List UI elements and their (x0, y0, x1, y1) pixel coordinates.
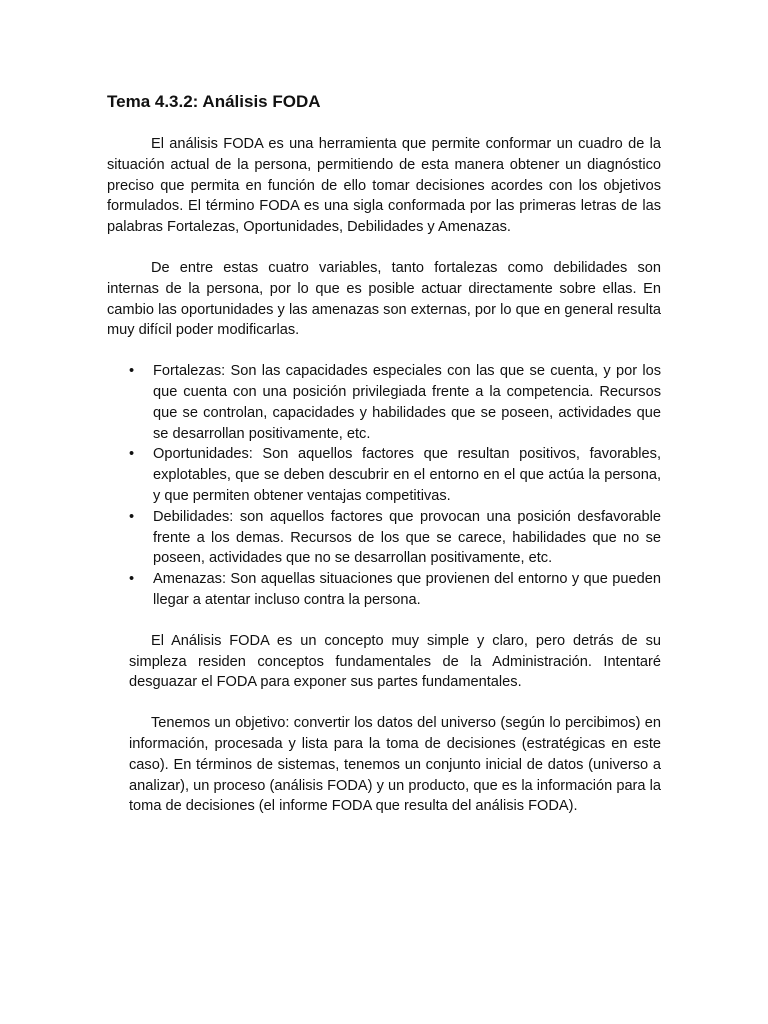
bullet-icon: • (129, 446, 135, 463)
bullet-text: Oportunidades: Son aquellos factores que resultan positivos, favorables, explotables, que se deben descubrir en el entorno en el que actúa la persona, y que permiten obtener ventajas competitivas. (153, 446, 661, 504)
bullet-fortalezas (107, 361, 661, 444)
analysis-block (129, 631, 661, 693)
paragraph-concept: El Análisis FODA es un concepto muy simple y claro, pero detrás de su simpleza residen conceptos fundamentales de la Administración. Intentaré desguazar el FODA para exponer sus partes fundamentales. (129, 632, 661, 691)
bullet-debilidades (107, 507, 661, 569)
bullet-icon: • (129, 571, 135, 588)
document-title: Tema 4.3.2: Análisis FODA (107, 92, 321, 111)
objective-block (129, 713, 661, 817)
bullet-amenazas (107, 569, 661, 611)
bullet-icon: • (129, 508, 135, 525)
paragraph-intro: El análisis FODA es una herramienta que permite conformar un cuadro de la situación actual de la persona, permitiendo de esta manera obtener un diagnóstico preciso que permita en función de ello tomar decisiones acordes con los objetivos formulados. El término FODA es una sigla conformada por las primeras letras de las palabras Fortalezas, Oportunidades, Debilidades y Amenazas. (107, 136, 661, 236)
paragraph-objective: Tenemos un objetivo: convertir los datos del universo (según lo percibimos) en información, procesada y lista para la toma de decisiones (estratégicas en este caso). En términos de sistemas, tenemos un conjunto inicial de datos (universo a analizar), un proceso (análisis FODA) y un producto, que es la información para la toma de decisiones (el informe FODA que resulta del análisis FODA). (129, 715, 661, 815)
bullet-icon: • (129, 363, 135, 380)
bullet-text: Amenazas: Son aquellas situaciones que provienen del entorno y que pueden llegar a atentar incluso contra la persona. (153, 571, 661, 608)
bullet-oportunidades (107, 444, 661, 506)
document-page (107, 92, 661, 817)
paragraph-variables: De entre estas cuatro variables, tanto fortalezas como debilidades son internas de la persona, por lo que es posible actuar directamente sobre ellas. En cambio las oportunidades y las amenazas son externas, por lo que en general resulta muy difícil poder modificarlas. (107, 259, 661, 339)
foda-bullet-list (107, 361, 661, 611)
bullet-text: Debilidades: son aquellos factores que provocan una posición desfavorable frente a los demas. Recursos de los que se carece, habilidades que no se poseen, actividades que no se desarrollan positivamente, etc. (153, 508, 661, 567)
bullet-text: Fortalezas: Son las capacidades especiales con las que se cuenta, y por los que cuenta con una posición privilegiada frente a la competencia. Recursos que se controlan, capacidades y habilidades que se poseen, actividades que se desarrollan positivamente, etc. (153, 363, 661, 442)
